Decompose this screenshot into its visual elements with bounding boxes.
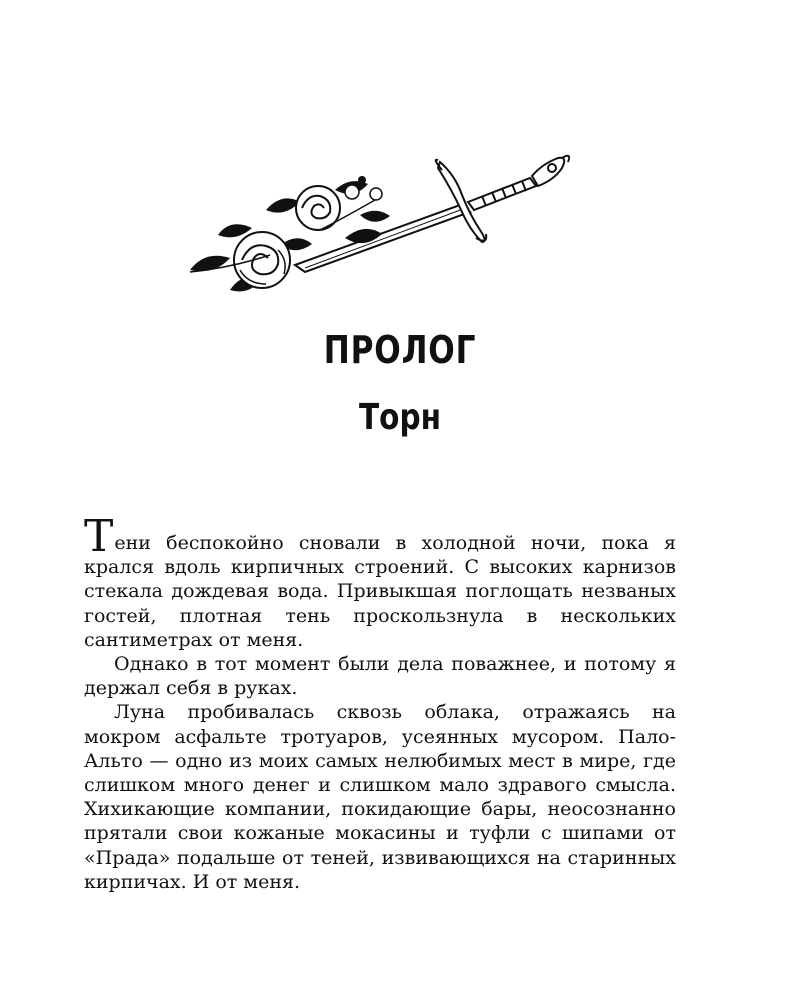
paragraph bbox=[84, 511, 676, 652]
chapter-body bbox=[84, 511, 676, 894]
chapter-subtitle: Торн bbox=[359, 397, 441, 438]
sword-with-roses-icon bbox=[170, 150, 610, 310]
paragraph-text: ени беспокойно сновали в холодной ночи, пока я крался вдоль кирпичных строений. С высоких карнизов стекала дождевая вода. Привыкшая поглощать незваных гостей, плотная тень проскользнула в нескольких сантиметрах от меня. bbox=[84, 532, 676, 651]
paragraph: Луна пробивалась сквозь облака, отражаясь на мокром асфальте тротуаров, усеянных мусором. Пало-Альто — одно из моих самых нелюбимых мест в мире, где слишком много денег и слишком мало здравого смысла. Хихикающие компании, покидающие бары, неосознанно прятали свои кожаные мокасины и туфли с шипами от «Прада» подальше от теней, извивающихся на старинных кирпичах. И от меня. bbox=[84, 701, 676, 893]
drop-cap: Т bbox=[84, 511, 114, 562]
roses-icon bbox=[190, 176, 390, 292]
paragraph: Однако в тот момент были дела поважнее, и потому я держал себя в руках. bbox=[84, 653, 676, 700]
chapter-title: ПРОЛОГ bbox=[323, 328, 477, 372]
